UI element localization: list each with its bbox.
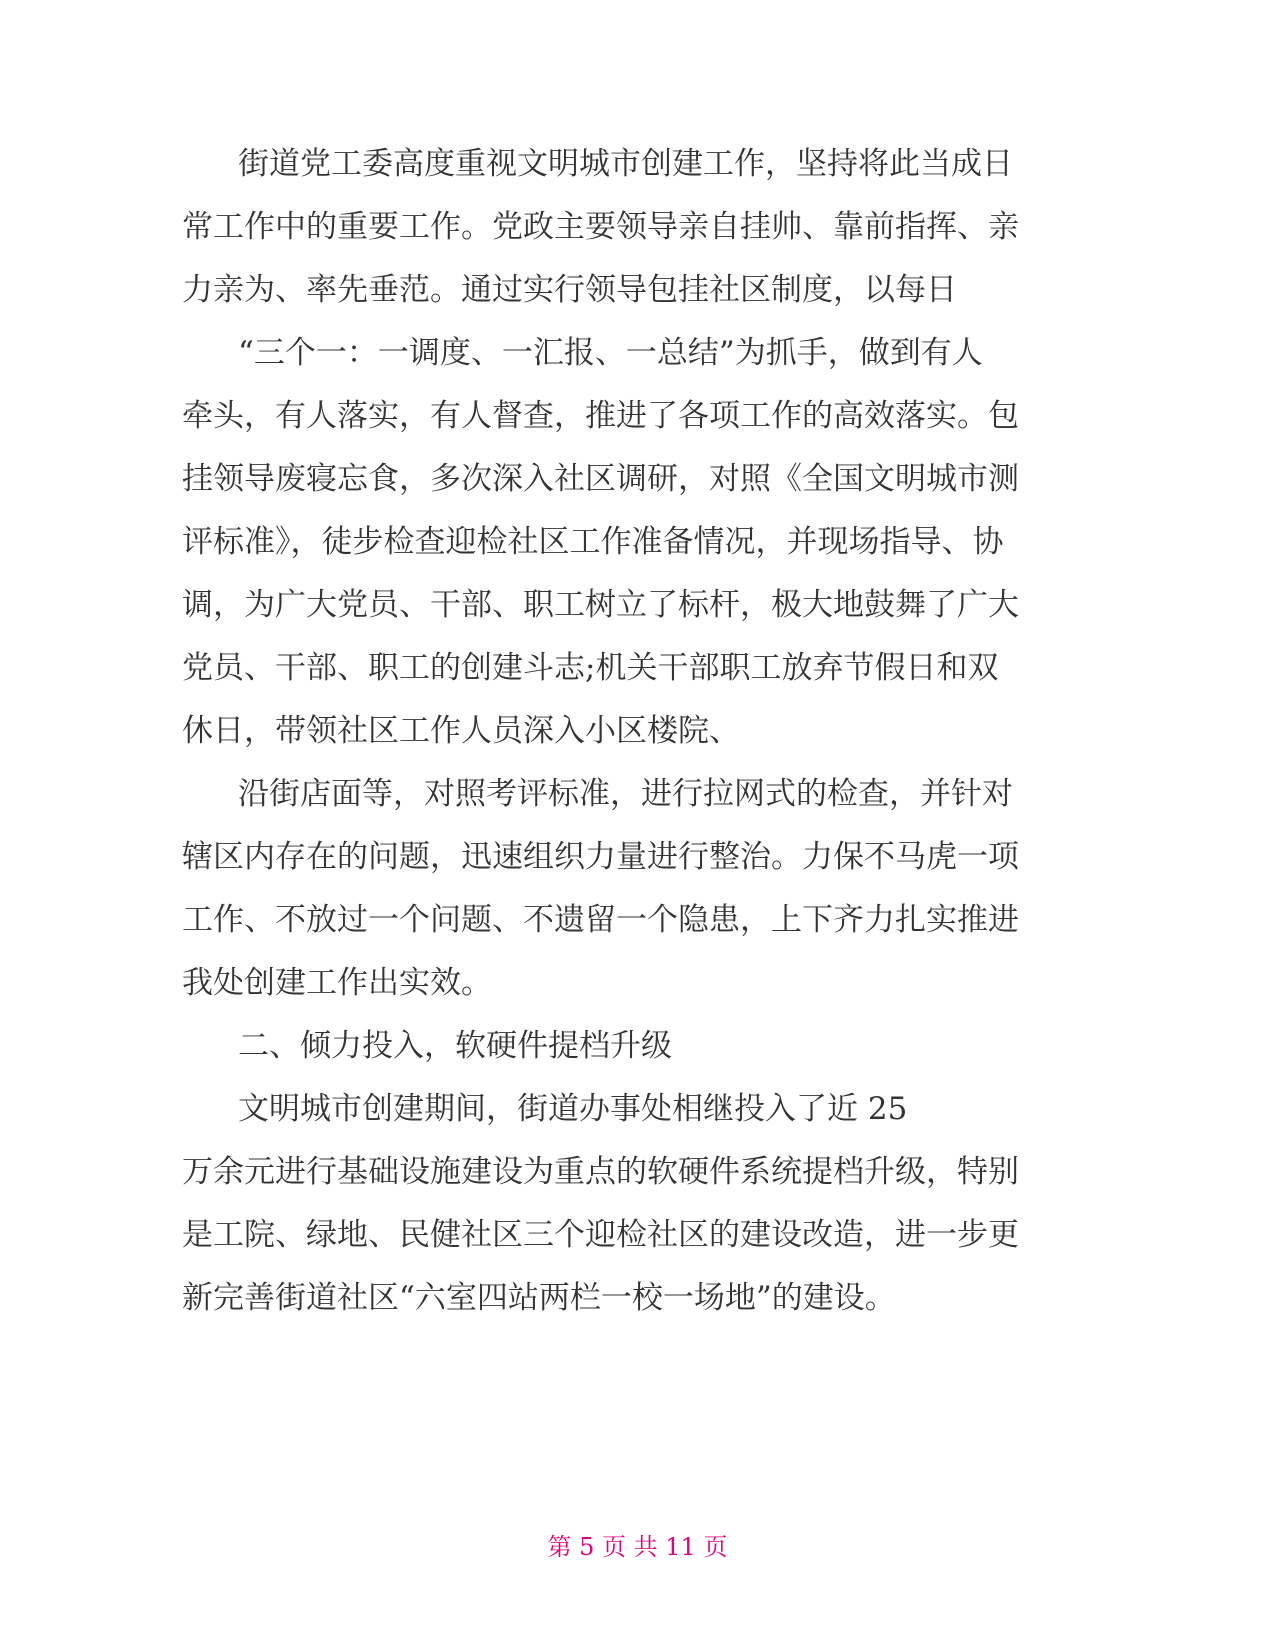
text-line: 力亲为、率先垂范。通过实行领导包挂社区制度，以每日: [182, 272, 957, 308]
text-line: “三个一：一调度、一汇报、一总结”为抓手，做到有人: [238, 335, 983, 371]
text-line: 调，为广大党员、干部、职工树立了标杆，极大地鼓舞了广大: [182, 587, 1019, 623]
text-line: 文明城市创建期间，街道办事处相继投入了近 25: [238, 1091, 908, 1127]
text-line: 挂领导废寝忘食，多次深入社区调研，对照《全国文明城市测: [182, 461, 1019, 497]
text-line: 评标准》，徒步检查迎检社区工作准备情况，并现场指导、协: [182, 524, 1004, 560]
text-line: 辖区内存在的问题，迅速组织力量进行整治。力保不马虎一项: [182, 839, 1019, 875]
text-line: 常工作中的重要工作。党政主要领导亲自挂帅、靠前指挥、亲: [182, 209, 1019, 245]
section-heading: 二、倾力投入，软硬件提档升级: [238, 1028, 672, 1064]
text-line: 沿街店面等，对照考评标准，进行拉网式的检查，并针对: [238, 776, 1013, 812]
text-line: 是工院、绿地、民健社区三个迎检社区的建设改造，进一步更: [182, 1217, 1019, 1253]
text-line: 万余元进行基础设施建设为重点的软硬件系统提档升级，特别: [182, 1154, 1019, 1190]
text-line: 街道党工委高度重视文明城市创建工作，坚持将此当成日: [238, 146, 1013, 182]
text-line: 工作、不放过一个问题、不遗留一个隐患，上下齐力扎实推进: [182, 902, 1019, 938]
text-line: 我处创建工作出实效。: [182, 965, 492, 1001]
text-line: 休日，带领社区工作人员深入小区楼院、: [182, 713, 740, 749]
text-line: 牵头，有人落实，有人督查，推进了各项工作的高效落实。包: [182, 398, 1019, 434]
text-line: 党员、干部、职工的创建斗志;机关干部职工放弃节假日和双: [182, 650, 999, 686]
page-number: 第 5 页 共 11 页: [547, 1533, 728, 1561]
text-line: 新完善街道社区“六室四站两栏一校一场地”的建设。: [182, 1280, 896, 1316]
